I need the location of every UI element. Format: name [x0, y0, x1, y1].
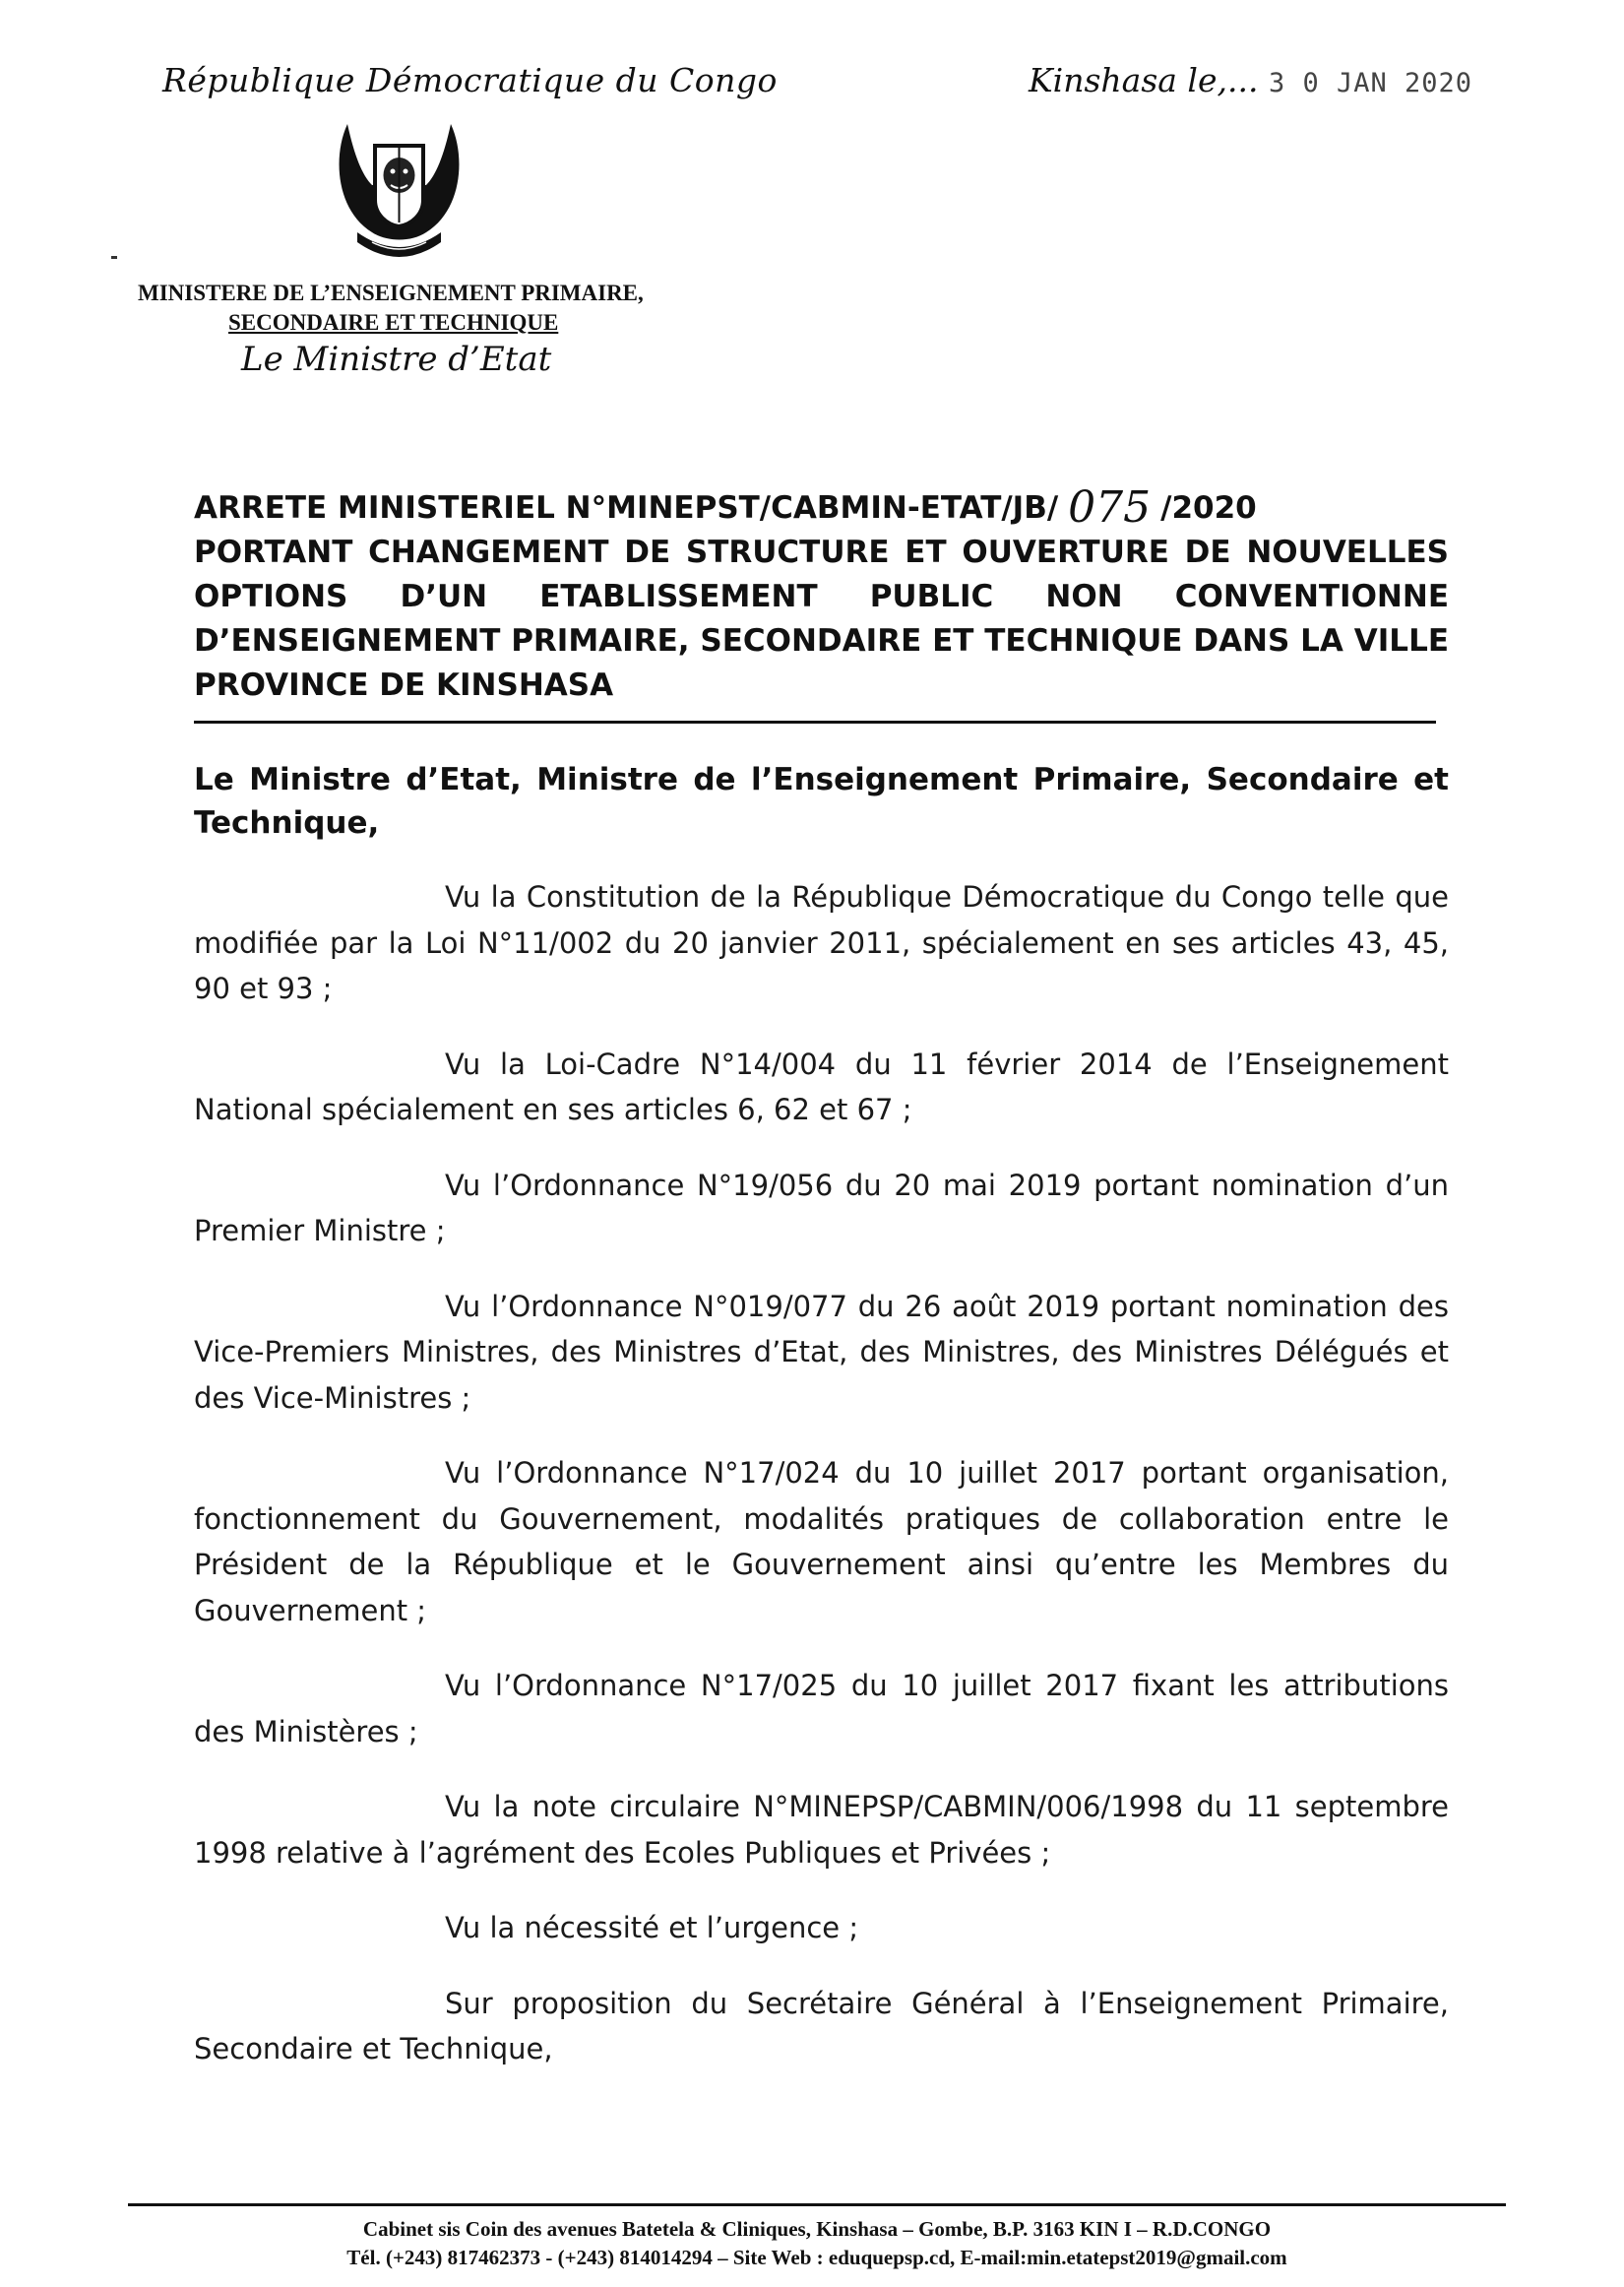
ministry-name: [138, 279, 728, 338]
consideration-paragraph: Vu la Constitution de la République Démocratique du Congo telle que modifiée par la Loi N°11/002 du 20 janvier 2011, spécialement en ses articles 43, 45, 90 et 93 ;: [194, 880, 1449, 1005]
congo-coat-of-arms-icon: [328, 116, 470, 264]
minister-title: Le Ministre d’Etat: [241, 340, 552, 379]
decree-reference-prefix: ARRETE MINISTERIEL N°MINEPST/CABMIN-ETAT/JB/: [194, 490, 1059, 526]
consideration-paragraph: Vu l’Ordonnance N°019/077 du 26 août 2019 portant nomination des Vice-Premiers Ministres, des Ministres d’Etat, des Ministres, des Ministres Délégués et des Vice-Ministres ;: [194, 1289, 1449, 1415]
consideration-paragraph: Vu la nécessité et l’urgence ;: [445, 1911, 859, 1944]
date-stamp: 3 0 JAN 2020: [1268, 68, 1473, 98]
consideration-paragraph: Vu l’Ordonnance N°17/024 du 10 juillet 2017 portant organisation, fonctionnement du Gouvernement, modalités pratiques de collaboration entre le Président de la République et le Gouvernement ainsi qu’entre les Membres du Gouvernement ;: [194, 1456, 1449, 1627]
consideration-paragraph: Vu la note circulaire N°MINEPSP/CABMIN/006/1998 du 11 septembre 1998 relative à l’agrément des Ecoles Publiques et Privées ;: [194, 1790, 1449, 1870]
ministry-line1: MINISTERE DE L’ENSEIGNEMENT PRIMAIRE,: [138, 281, 644, 305]
republic-heading: République Démocratique du Congo: [162, 61, 778, 99]
scan-mark: [111, 256, 117, 259]
decree-number-handwritten: 075: [1068, 482, 1152, 533]
considerations: [194, 874, 1449, 2102]
decree-title: [194, 482, 1449, 708]
decree-subject: PORTANT CHANGEMENT DE STRUCTURE ET OUVERTURE DE NOUVELLES OPTIONS D’UN ETABLISSEMENT PUBLIC NON CONVENTIONNE D’ENSEIGNEMENT PRIMAIRE, SECONDAIRE ET TECHNIQUE DANS LA VILLE PROVINCE DE KINSHASA: [194, 535, 1449, 703]
minister-intro: Le Ministre d’Etat, Ministre de l’Enseignement Primaire, Secondaire et Technique,: [194, 762, 1449, 841]
title-underline: [194, 721, 1436, 724]
footer-rule: [128, 2203, 1506, 2206]
footer-line-address: Cabinet sis Coin des avenues Batetela & Cliniques, Kinshasa – Gombe, B.P. 3163 KIN I – R.D.CONGO: [362, 2217, 1272, 2241]
footer-address: [128, 2215, 1506, 2272]
consideration-paragraph: Vu la Loi-Cadre N°14/004 du 11 février 2014 de l’Enseignement National spécialement en ses articles 6, 62 et 67 ;: [194, 1047, 1449, 1126]
place-date: [1029, 61, 1472, 99]
consideration-paragraph: Sur proposition du Secrétaire Général à l’Enseignement Primaire, Secondaire et Technique,: [194, 1986, 1449, 2065]
footer-line-contact: Tél. (+243) 817462373 - (+243) 814014294 – Site Web : eduquepsp.cd, E-mail:min.etatepst2019@gmail.com: [346, 2246, 1287, 2269]
consideration-paragraph: Vu l’Ordonnance N°19/056 du 20 mai 2019 portant nomination d’un Premier Ministre ;: [194, 1168, 1449, 1247]
decree-reference: [194, 482, 1449, 533]
consideration-paragraph: Vu l’Ordonnance N°17/025 du 10 juillet 2017 fixant les attributions des Ministères ;: [194, 1669, 1449, 1748]
ministry-line2: SECONDAIRE ET TECHNIQUE: [228, 310, 559, 335]
decree-reference-suffix: /2020: [1160, 490, 1257, 526]
place-date-prefix: Kinshasa le,...: [1029, 61, 1259, 99]
